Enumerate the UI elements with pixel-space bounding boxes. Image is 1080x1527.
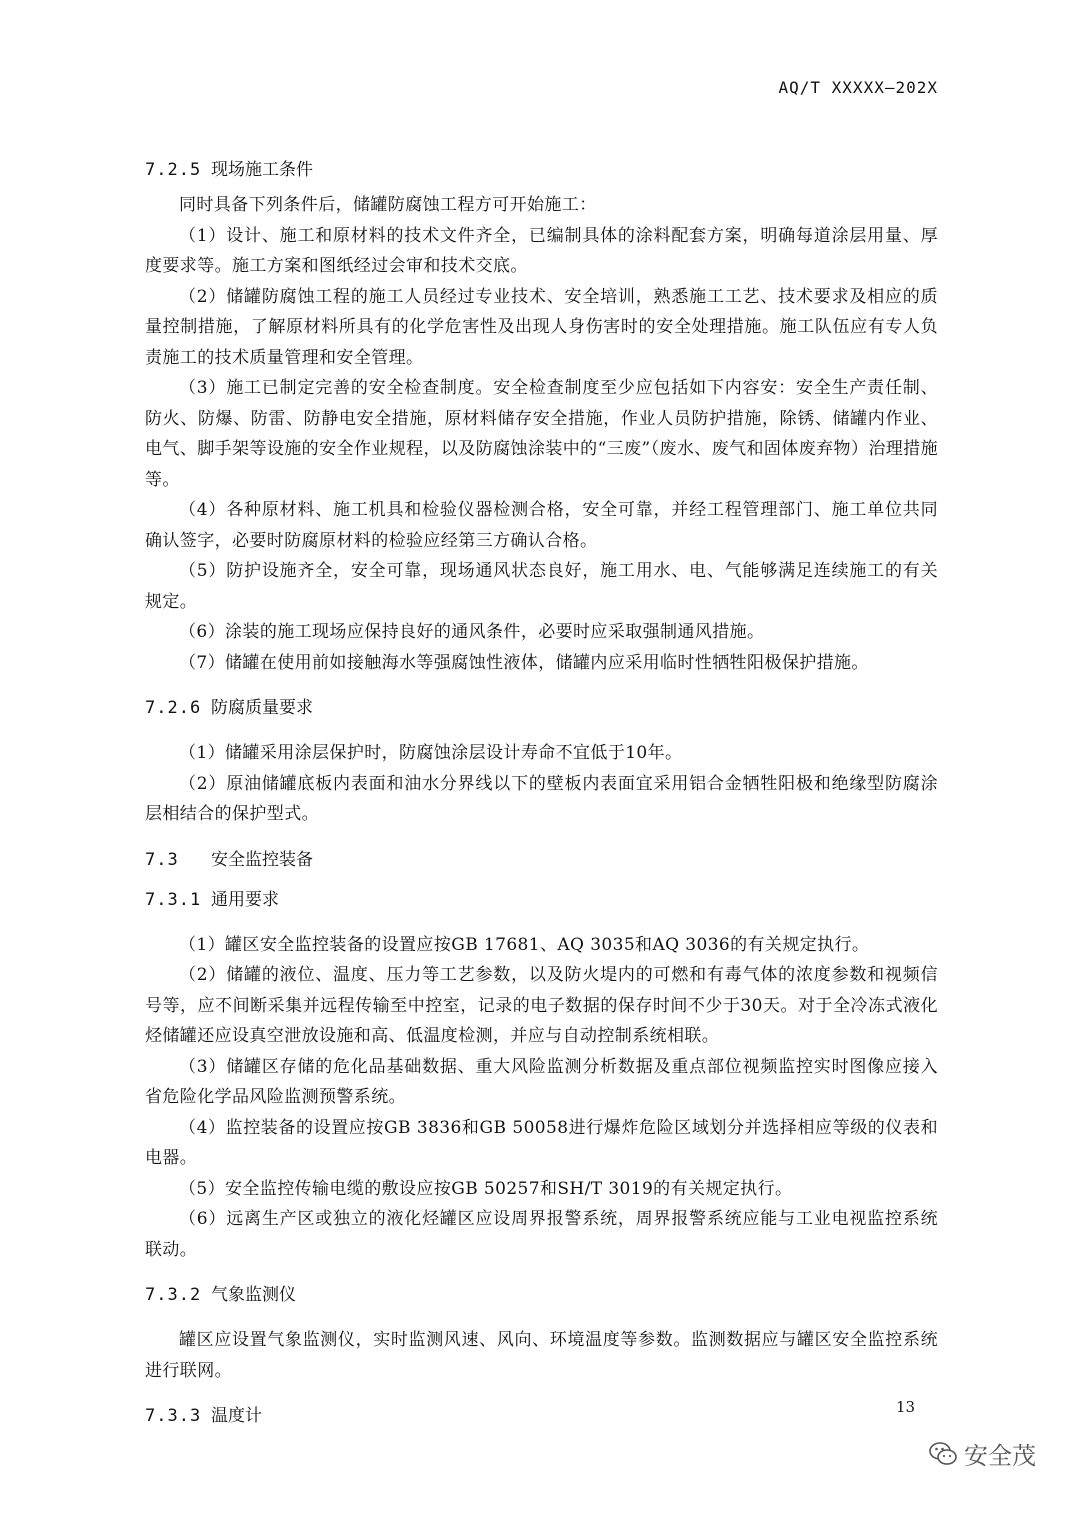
section-title: 安全监控装备 — [211, 849, 313, 870]
document-body — [145, 150, 938, 1436]
section-number: 7.3.2 — [145, 1285, 202, 1305]
section-title: 通用要求 — [211, 889, 279, 910]
paragraph: （1）储罐采用涂层保护时，防腐蚀涂层设计寿命不宜低于10年。 — [179, 743, 683, 763]
section-title: 防腐质量要求 — [211, 698, 313, 718]
paragraph: （3）施工已制定完善的安全检查制度。安全检查制度至少应包括如下内容安：安全生产责任制、防火、防爆、防雷、防静电安全措施，原材料储存安全措施，作业人员防护措施，除锈、储罐内作业、电气、脚手架等设施的安全作业规程，以及防腐蚀涂装中的“三废”（废水、废气和固体废弃物）治理措施等。 — [145, 378, 938, 490]
section-number: 7.3.3 — [145, 1406, 202, 1426]
paragraph: 同时具备下列条件后，储罐防腐蚀工程方可开始施工： — [179, 195, 597, 215]
paragraph: （2）储罐的液位、温度、压力等工艺参数，以及防火堤内的可燃和有毒气体的浓度参数和视频信号等，应不间断采集并远程传输至中控室，记录的电子数据的保存时间不少于30天。对于全冷冻式液化烃储罐还应设真空泄放设施和高、低温度检测，并应与自动控制系统相联。 — [145, 965, 938, 1046]
section-heading-7-3-3 — [145, 1396, 938, 1436]
paragraph: （1）罐区安全监控装备的设置应按GB 17681、AQ 3035和AQ 3036的有关规定执行。 — [179, 934, 870, 955]
paragraph: （3）储罐区存储的危化品基础数据、重大风险监测分析数据及重点部位视频监控实时图像应接入省危险化学品风险监测预警系统。 — [145, 1056, 938, 1107]
watermark — [928, 1436, 1036, 1471]
page-number: 13 — [896, 1398, 916, 1416]
watermark-text: 安全茂 — [964, 1442, 1036, 1470]
paragraph: （4）监控装备的设置应按GB 3836和GB 50058进行爆炸危险区域划分并选择相应等级的仪表和电器。 — [145, 1117, 938, 1168]
section-title: 气象监测仪 — [211, 1285, 296, 1305]
section-title: 温度计 — [211, 1406, 262, 1426]
section-number: 7.3 — [145, 849, 179, 870]
section-heading-7-2-5 — [145, 150, 938, 190]
section-number: 7.2.5 — [145, 160, 202, 180]
paragraph: （7）储罐在使用前如接触海水等强腐蚀性液体，储罐内应采用临时性牺牲阳极保护措施。 — [179, 652, 869, 673]
section-heading-7-3-2 — [145, 1275, 938, 1315]
section-heading-7-3 — [145, 840, 938, 880]
paragraph: （5）安全监控传输电缆的敷设应按GB 50257和SH/T 3019的有关规定执行。 — [179, 1178, 793, 1199]
paragraph: （4）各种原材料、施工机具和检验仪器检测合格，安全可靠，并经工程管理部门、施工单位共同确认签字，必要时防腐原材料的检验应经第三方确认合格。 — [145, 500, 938, 551]
section-heading-7-2-6 — [145, 688, 938, 728]
wechat-icon — [928, 1440, 958, 1468]
paragraph: （5）防护设施齐全，安全可靠，现场通风状态良好，施工用水、电、气能够满足连续施工的有关规定。 — [145, 561, 938, 612]
section-number: 7.3.1 — [145, 889, 202, 910]
paragraph: （6）远离生产区或独立的液化烃罐区应设周界报警系统，周界报警系统应能与工业电视监控系统联动。 — [145, 1209, 938, 1260]
section-number: 7.2.6 — [145, 698, 202, 718]
section-title: 现场施工条件 — [211, 160, 313, 180]
paragraph: 罐区应设置气象监测仪，实时监测风速、风向、环境温度等参数。监测数据应与罐区安全监控系统进行联网。 — [145, 1330, 938, 1381]
document-code: AQ/T XXXXX—202X — [778, 78, 938, 97]
paragraph: （2）原油储罐底板内表面和油水分界线以下的壁板内表面宜采用铝合金牺牲阳极和绝缘型防腐涂层相结合的保护型式。 — [145, 773, 938, 824]
paragraph: （1）设计、施工和原材料的技术文件齐全，已编制具体的涂料配套方案，明确每道涂层用量、厚度要求等。施工方案和图纸经过会审和技术交底。 — [145, 225, 938, 276]
section-heading-7-3-1 — [145, 880, 938, 920]
paragraph: （2）储罐防腐蚀工程的施工人员经过专业技术、安全培训，熟悉施工工艺、技术要求及相应的质量控制措施，了解原材料所具有的化学危害性及出现人身伤害时的安全处理措施。施工队伍应有专人负责施工的技术质量管理和安全管理。 — [145, 286, 938, 368]
paragraph: （6）涂装的施工现场应保持良好的通风条件，必要时应采取强制通风措施。 — [179, 622, 765, 642]
